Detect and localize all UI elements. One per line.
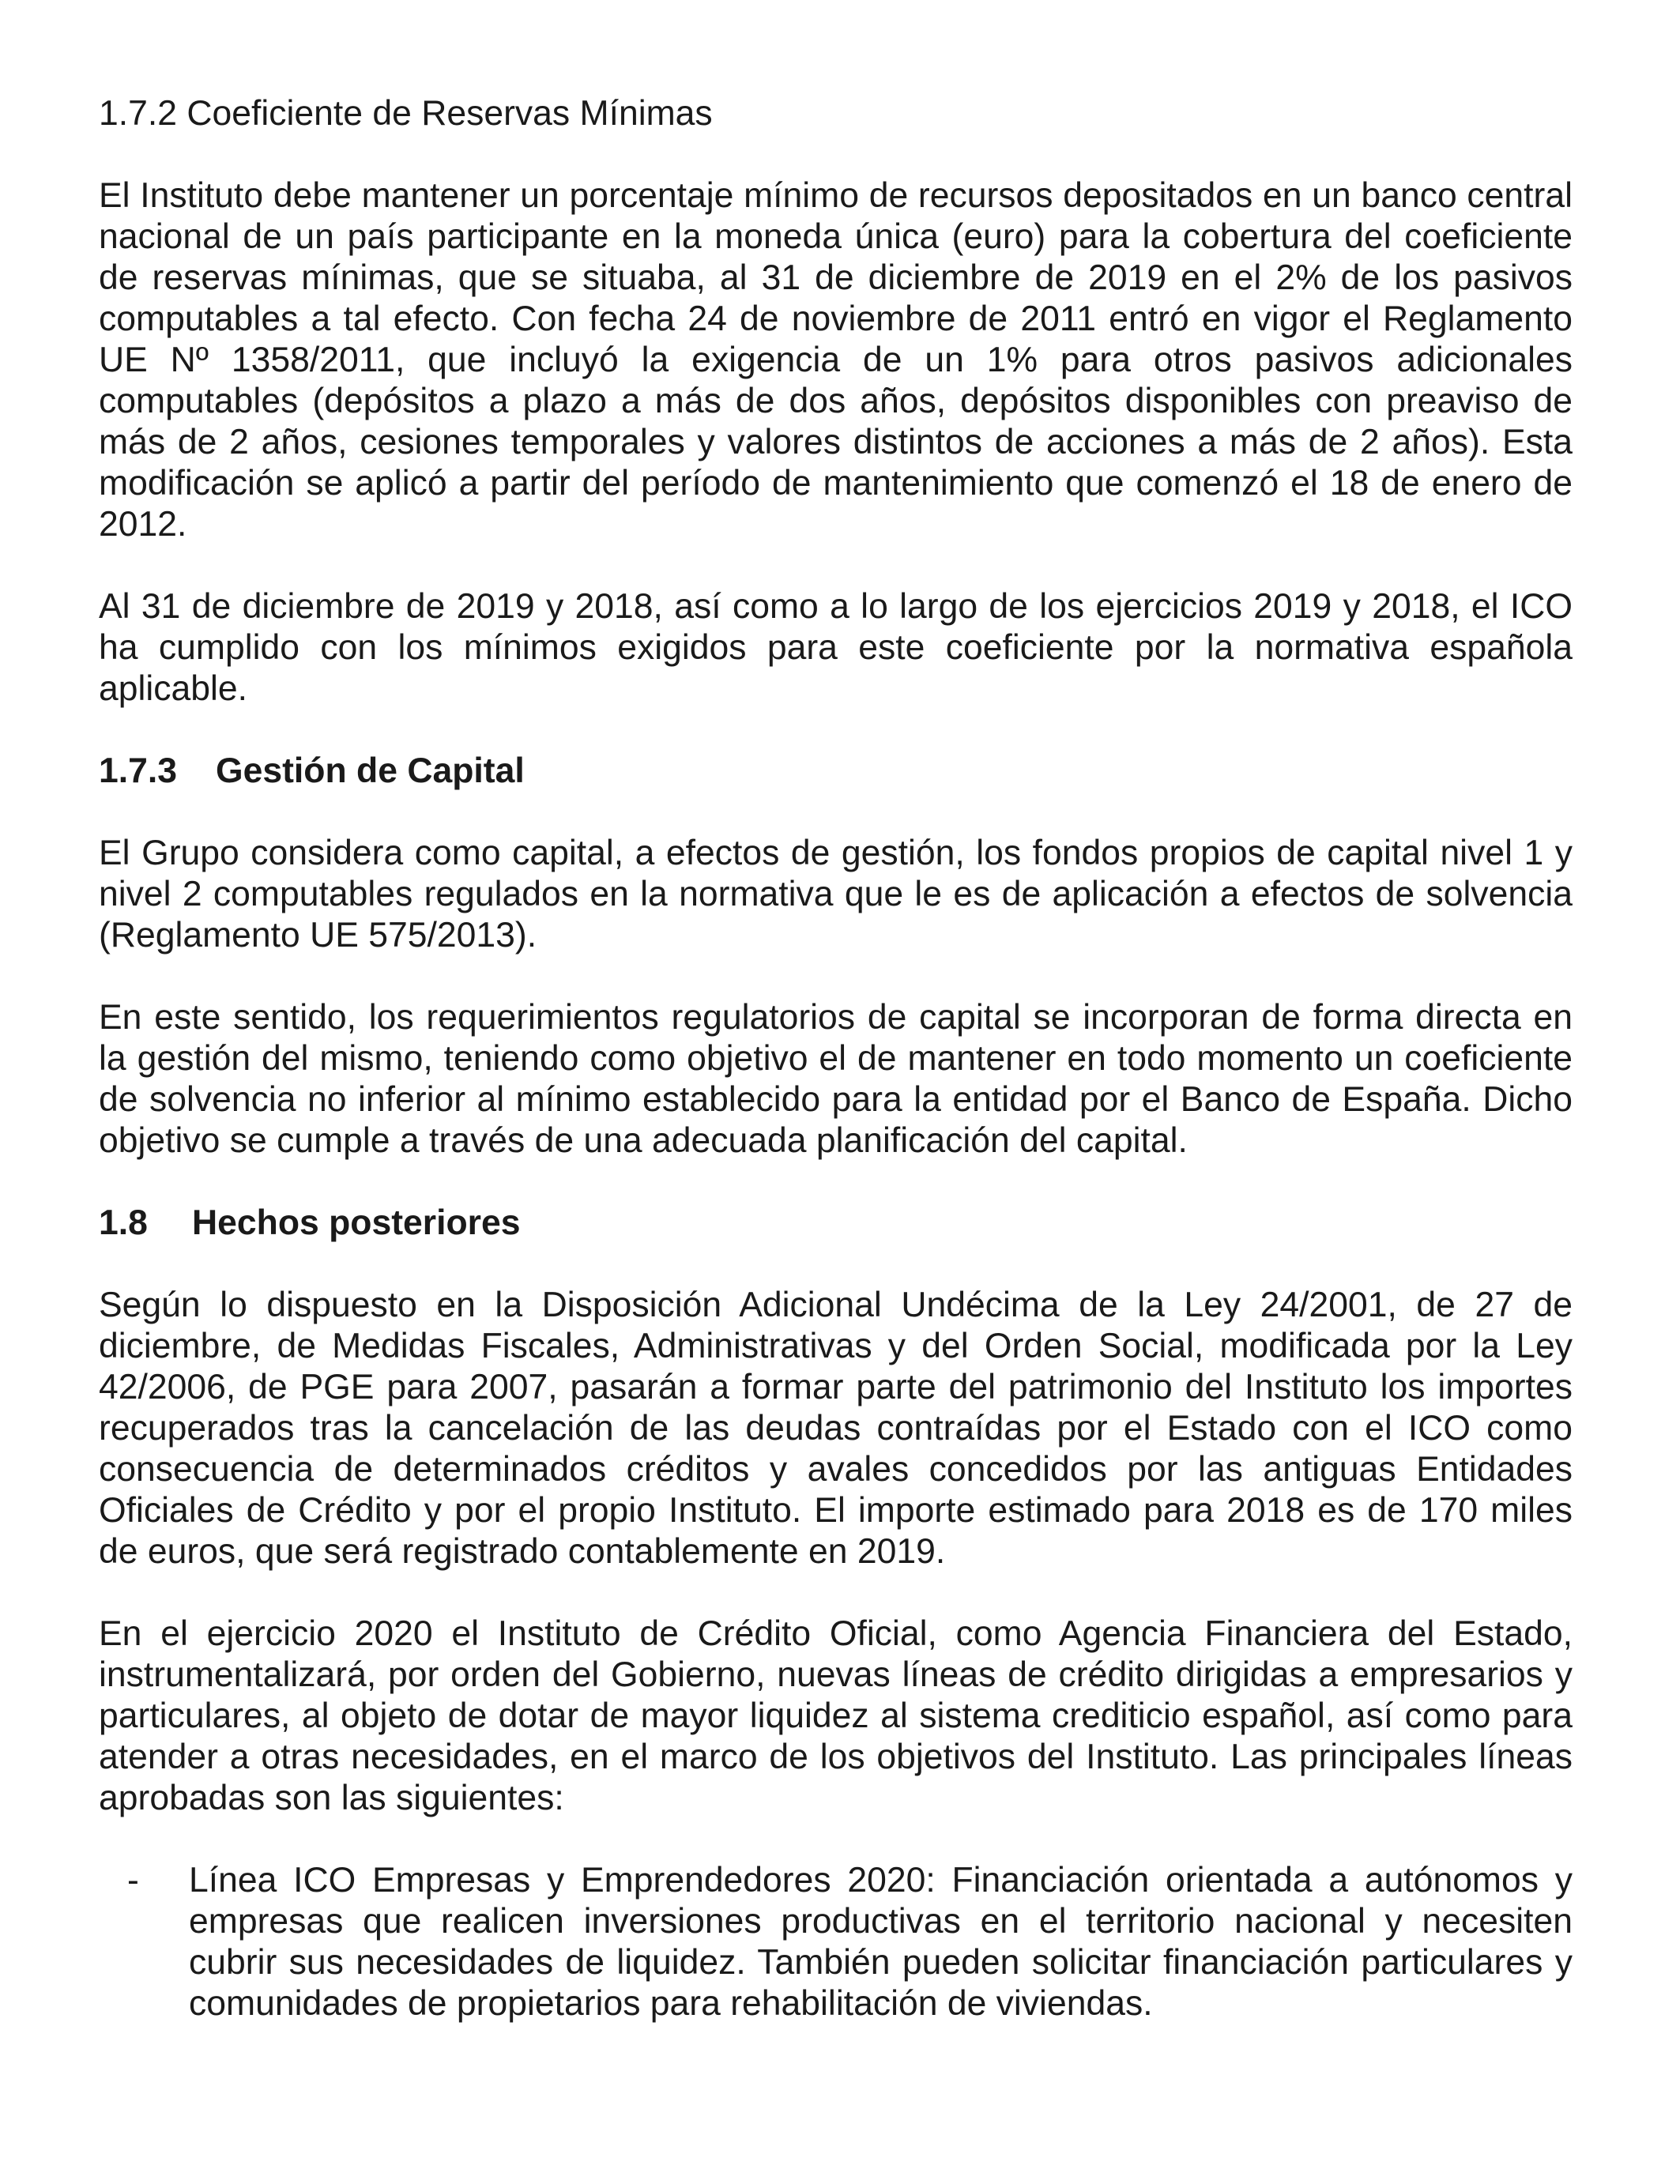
section-number: 1.7.3 [99, 751, 177, 790]
list-bullet: - [127, 1861, 139, 1900]
list-item-text: Línea ICO Empresas y Emprendedores 2020: Financiación orientada a autónomos y empresas que realicen inversiones productivas en el territorio nacional y necesiten cubrir sus necesidades de liquidez. También pueden solicitar financiación particulares y comunidades de propietarios para rehabilitación de viviendas. [189, 1861, 1573, 2023]
section-title-1-7-2: 1.7.2 Coeficiente de Reservas Mínimas [99, 94, 713, 133]
section-heading-1-8 [99, 1203, 1573, 1244]
paragraph-capital-2: En este sentido, los requerimientos regulatorios de capital se incorporan de forma directa en la gestión del mismo, teniendo como objetivo el de mantener en todo momento un coeficiente de solvencia no inferior al mínimo establecido para la entidad por el Banco de España. Dicho objetivo se cumple a través de una adecuada planificación del capital. [99, 998, 1573, 1160]
section-heading-1-7-3 [99, 751, 1573, 792]
paragraph-reservas-1: El Instituto debe mantener un porcentaje mínimo de recursos depositados en un banco central nacional de un país participante en la moneda única (euro) para la cobertura del coeficiente de reservas mínimas, que se situaba, al 31 de diciembre de 2019 en el 2% de los pasivos computables a tal efecto. Con fecha 24 de noviembre de 2011 entró en vigor el Reglamento UE Nº 1358/2011, que incluyó la exigencia de un 1% para otros pasivos adicionales computables (depósitos a plazo a más de dos años, depósitos disponibles con preaviso de más de 2 años, cesiones temporales y valores distintos de acciones a más de 2 años). Esta modificación se aplicó a partir del período de mantenimiento que comenzó el 18 de enero de 2012. [99, 176, 1573, 544]
paragraph-hechos-2: En el ejercicio 2020 el Instituto de Crédito Oficial, como Agencia Financiera del Estado, instrumentalizará, por orden del Gobierno, nuevas líneas de crédito dirigidas a empresarios y particulares, al objeto de dotar de mayor liquidez al sistema crediticio español, así como para atender a otras necesidades, en el marco de los objetivos del Instituto. Las principales líneas aprobadas son las siguientes: [99, 1614, 1573, 1817]
paragraph-capital-1: El Grupo considera como capital, a efectos de gestión, los fondos propios de capital nivel 1 y nivel 2 computables regulados en la normativa que le es de aplicación a efectos de solvencia (Reglamento UE 575/2013). [99, 834, 1573, 955]
paragraph-hechos-1: Según lo dispuesto en la Disposición Adicional Undécima de la Ley 24/2001, de 27 de diciembre, de Medidas Fiscales, Administrativas y del Orden Social, modificada por la Ley 42/2006, de PGE para 2007, pasarán a formar parte del patrimonio del Instituto los importes recuperados tras la cancelación de las deudas contraídas por el Estado con el ICO como consecuencia de determinados créditos y avales concedidos por las antiguas Entidades Oficiales de Crédito y por el propio Instituto. El importe estimado para 2018 es de 170 miles de euros, que será registrado contablemente en 2019. [99, 1286, 1573, 1571]
list-item [99, 1860, 1573, 2024]
document-page [99, 93, 1573, 2024]
section-title: Gestión de Capital [216, 751, 525, 790]
section-number: 1.8 [99, 1203, 148, 1242]
credit-lines-list [99, 1860, 1573, 2024]
paragraph-reservas-2: Al 31 de diciembre de 2019 y 2018, así como a lo largo de los ejercicios 2019 y 2018, el ICO ha cumplido con los mínimos exigidos para este coeficiente por la normativa española aplicable. [99, 587, 1573, 708]
section-title: Hechos posteriores [192, 1203, 521, 1242]
